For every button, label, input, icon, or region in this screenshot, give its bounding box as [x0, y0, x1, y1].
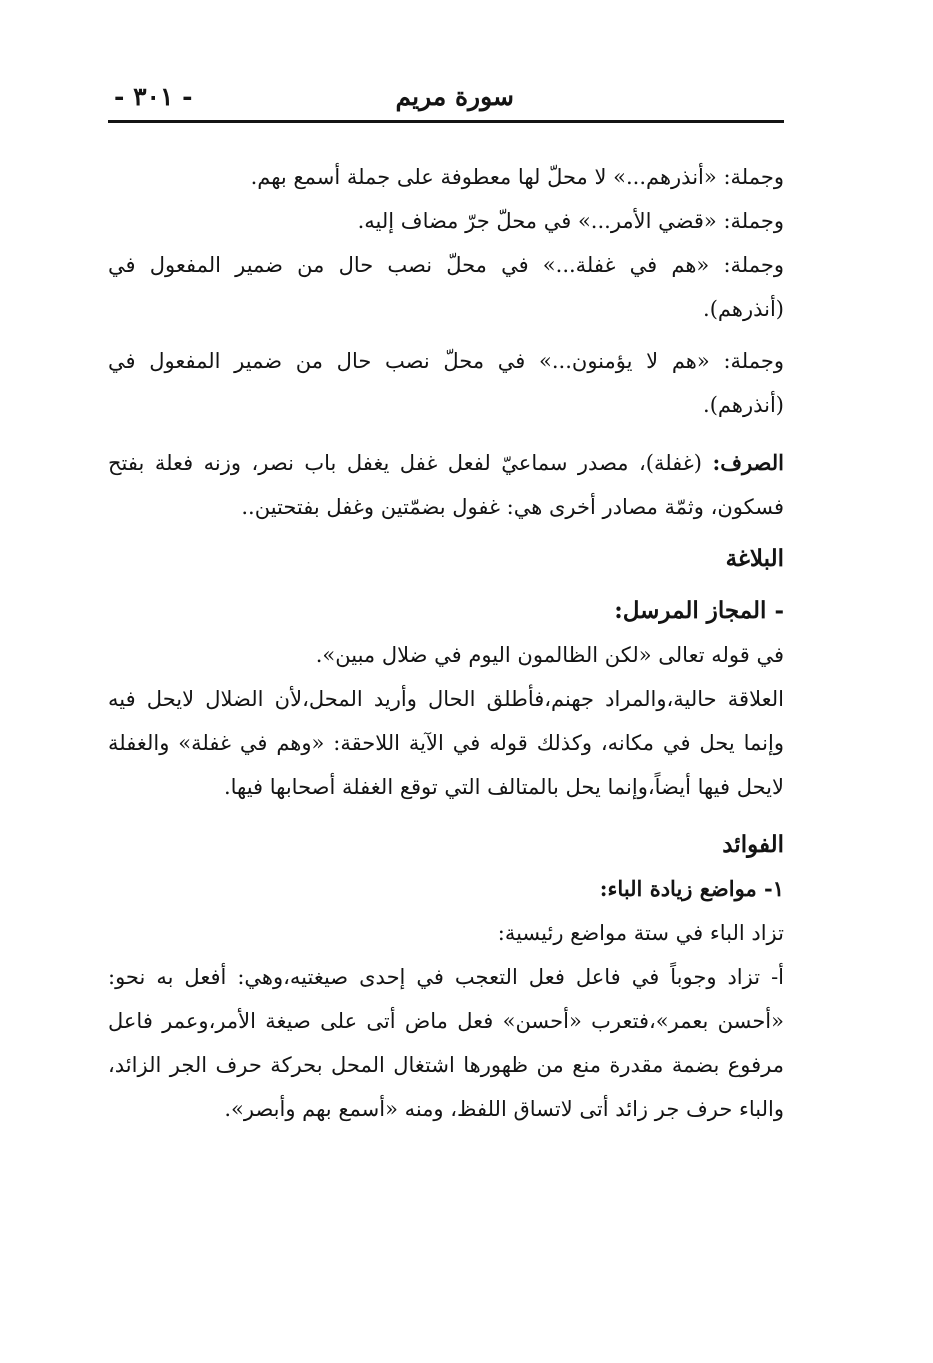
- balagha-line: في قوله تعالى «لكن الظالمون اليوم في ضلال مبين».: [315, 643, 784, 667]
- jumla-label: وجملة:: [723, 349, 784, 373]
- jumla-paragraph: [108, 243, 784, 331]
- jumla-text: «أنذرهم...» لا محلّ لها معطوفة على جملة أسمع بهم.: [250, 165, 717, 189]
- jumla-label: وجملة:: [723, 253, 784, 277]
- surah-title: سورة مريم: [395, 82, 514, 111]
- balagha-heading: البلاغة: [725, 545, 784, 572]
- fawaid-item-title: ١- مواضع زيادة الباء:: [599, 876, 784, 901]
- jumla-label: وجملة:: [723, 165, 784, 189]
- page-number: - ٣٠١ -: [114, 82, 193, 111]
- fawaid-intro: تزاد الباء في ستة مواضع رئيسية:: [497, 921, 784, 945]
- jumla-label: وجملة:: [723, 209, 784, 233]
- header-rule: [108, 120, 784, 123]
- jumla-paragraph: [108, 199, 784, 243]
- balagha-subheading: - المجاز المرسل:: [614, 597, 784, 624]
- sarf-label: الصرف:: [712, 450, 784, 475]
- sarf-text: (غفلة)، مصدر سماعيّ لفعل غفل يغفل باب نصر، وزنه فعلة بفتح فسكون، وثمّة مصادر أخرى هي: غفول بضمّتين وغفل بفتحتين..: [108, 451, 784, 519]
- jumla-paragraph: [108, 155, 784, 199]
- jumla-text: «قضي الأمر...» في محلّ جرّ مضاف إليه.: [357, 209, 717, 233]
- balagha-line: العلاقة حالية،والمراد جهنم،فأطلق الحال وأريد المحل،لأن الضلال لايحل فيه وإنما يحل في مكانه، وكذلك قوله في الآية اللاحقة: «وهم في غفلة» والغفلة لايحل فيها أيضاً،وإنما يحل بالمتالف التي توقع الغفلة أصحابها فيها.: [108, 687, 784, 799]
- jumla-text: «هم لا يؤمنون...» في محلّ نصب حال من ضمير المفعول في (أنذرهم).: [108, 349, 784, 417]
- fawaid-paragraph: أ- تزاد وجوباً في فاعل فعل التعجب في إحدى صيغتيه،وهي: أفعل به نحو: «أحسن بعمر»،فتعرب «أحسن» فعل ماض أتى على صيغة الأمر،وعمر فاعل مرفوع بضمة مقدرة منع من ظهورها اشتغال المحل بحركة حرف الجر الزائد، والباء حرف جر زائد أتى لاتساق اللفظ، ومنه «أسمع بهم وأبصر».: [108, 965, 784, 1121]
- jumla-text: «هم في غفلة...» في محلّ نصب حال من ضمير المفعول في (أنذرهم).: [108, 253, 784, 321]
- page-header: [108, 78, 784, 118]
- jumla-paragraph: [108, 339, 784, 427]
- fawaid-heading: الفوائد: [722, 831, 784, 858]
- sarf-paragraph: [108, 441, 784, 529]
- page-body: [108, 155, 784, 1131]
